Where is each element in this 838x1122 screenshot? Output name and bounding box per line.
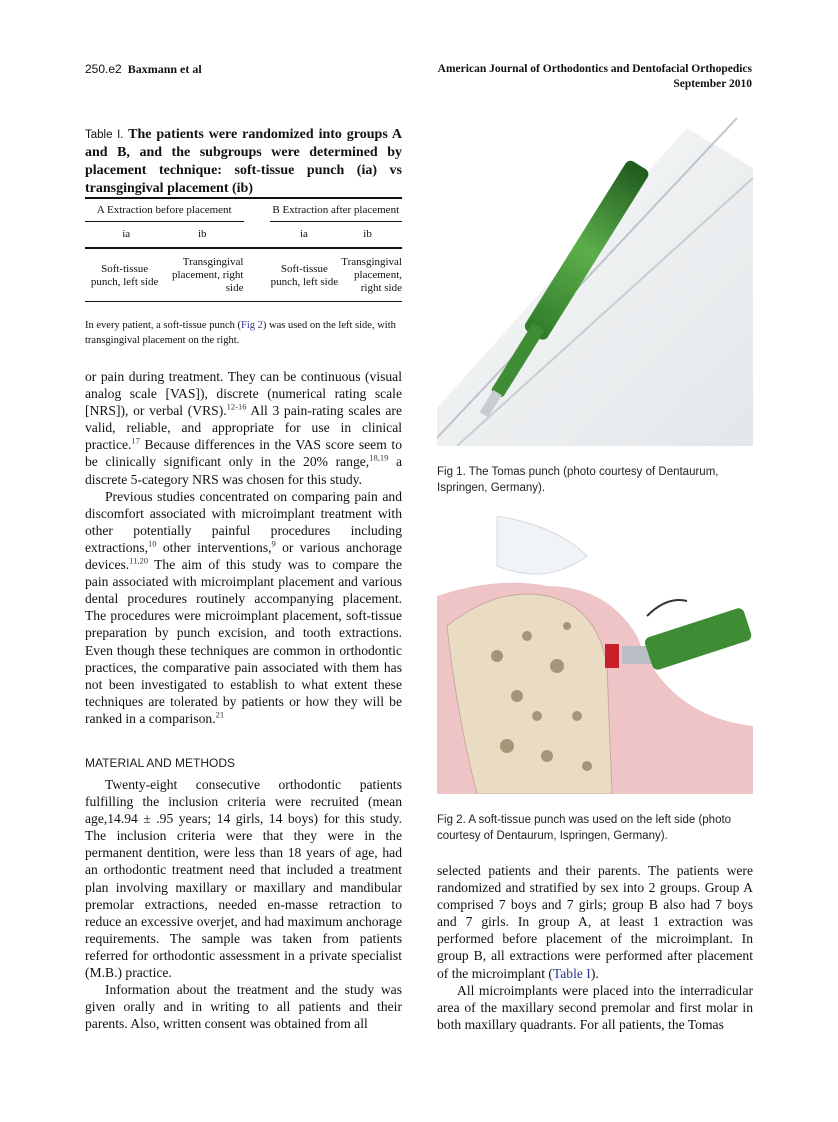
table-footnote [85,318,402,348]
table-cell: Soft-tissue punch, left side [90,262,159,288]
text: The aim of this study was to compare the pain associated with microimplant placement and various dental procedures routinely accompanying placement. The procedures were microimplant placement, soft-tissue preparation by punch excision, and tooth extractions. Even though these techniques are common in orthodontic practices, the comparative pain associated with them has not been investigated to establish to what extent these techniques are tolerated by patients or how they will be ranked in a comparison. [85,557,402,726]
footnote-text: ) was used on the left side, with transgingival placement on the right. [85,320,396,346]
reference-link[interactable]: 11,20 [129,555,148,566]
paragraph [85,368,402,488]
left-column-intro [85,368,402,727]
table-caption [85,126,402,198]
text: or various anchorage devices. [85,539,402,573]
figure-1-image [437,108,753,446]
paragraph [85,488,402,727]
subgroup-header: ib [363,228,372,240]
issue-date: September 2010 [673,78,752,90]
figure-1-caption: Fig 1. The Tomas punch (photo courtesy of Dentaurum, Ispringen, Germany). [437,466,719,494]
figure-2-image [437,516,753,794]
reference-link[interactable]: 12-16 [226,401,247,412]
table-1 [85,197,402,302]
section-heading: MATERIAL AND METHODS [85,756,236,770]
text: selected patients and their parents. The patients were randomized and stratified by sex into 2 groups. Group A comprised 7 boys and 7 girls; group B also had 7 boys and 7 girls. In group A, at least 1 extraction was performed before placement of the microimplant. In group B, all extractions were performed after placement of the microimplant ( [437,863,753,981]
text: a discrete 5-category NRS was chosen for this study. [85,454,402,487]
text: or pain during treatment. They can be continuous (visual analog scale [VAS]), discrete (numerical rating scale [NRS]), or verbal (VRS). [85,369,402,419]
group-b-header: B Extraction after placement [272,204,400,216]
reference-link[interactable]: 10 [148,538,157,549]
fig-2-link[interactable]: Fig 2 [241,320,263,331]
right-column-text [437,862,753,1033]
paragraph: Information about the treatment and the study was given orally and in writing to all patients and their parents. Also, written consent was obtained from all [85,982,402,1032]
table-cell: Transgingival placement, right side [341,256,402,294]
table-label: Table I. [85,129,124,141]
table-1-link[interactable]: Table I [552,965,591,981]
tomas-punch-photo [437,108,753,446]
text: All 3 pain-rating scales are valid, reliable, and appropriate for use in clinical practice. [85,403,402,453]
subgroup-header: ia [122,228,131,240]
table-cell: Transgingival placement, right side [172,256,244,294]
footnote-text: In every patient, a soft-tissue punch ( [85,320,241,331]
paragraph: Twenty-eight consecutive orthodontic patients fulfilling the inclusion criteria were recruited (mean age,14.94 ± .95 years; 14 girls, 14 boys) for this study. The inclusion criteria were that they were in the permanent dentition, were less than 18 years of age, had an orthodontic treatment need that included a treatment plan involving maxillary or maxillary and mandibular premolar extractions, needed en-masse retraction to reduce an excessive overjet, and had maximum anchorage requirements. The sample was taken from patients referred for orthodontic assessment in a private specialist (M.B.) practice. [85,777,402,981]
table-caption-text: The patients were randomized into groups A and B, and the subgroups were determined by placement technique: soft-tissue punch (ia) vs transgingival placement (ib) [85,127,403,196]
text: Because differences in the VAS score seem to be clinically significant only in the 20% range, [85,437,402,470]
text: ). [590,965,599,981]
subgroup-header: ib [198,228,207,240]
subgroup-header: ia [299,228,308,240]
left-column-methods [85,776,402,1032]
reference-link[interactable]: 17 [131,435,140,446]
paragraph: All microimplants were placed into the interradicular area of the maxillary second premolar and first molar in both maxillary quadrants. For all patients, the Tomas [437,982,753,1032]
authors: Baxmann et al [127,62,202,76]
text: Previous studies concentrated on comparing pain and discomfort associated with microimplant treatment with other potentially painful procedures including extractions, [85,488,402,555]
reference-link[interactable]: 9 [271,538,276,549]
soft-tissue-punch-illustration [437,516,753,794]
figure-2-caption: Fig 2. A soft-tissue punch was used on the left side (photo courtesy of Dentaurum, Ispringen, Germany). [437,814,732,842]
journal-name: American Journal of Orthodontics and Dentofacial Orthopedics [437,63,752,75]
running-header-right [438,62,752,92]
page-number: 250.e2 [85,62,122,76]
table-cell: Soft-tissue punch, left side [270,262,339,288]
reference-link[interactable]: 21 [215,709,225,720]
running-header-left [85,62,202,77]
reference-link[interactable]: 18,19 [369,452,389,463]
text: other interventions, [156,539,272,555]
paragraph [437,862,753,982]
group-a-header: A Extraction before placement [96,204,232,216]
